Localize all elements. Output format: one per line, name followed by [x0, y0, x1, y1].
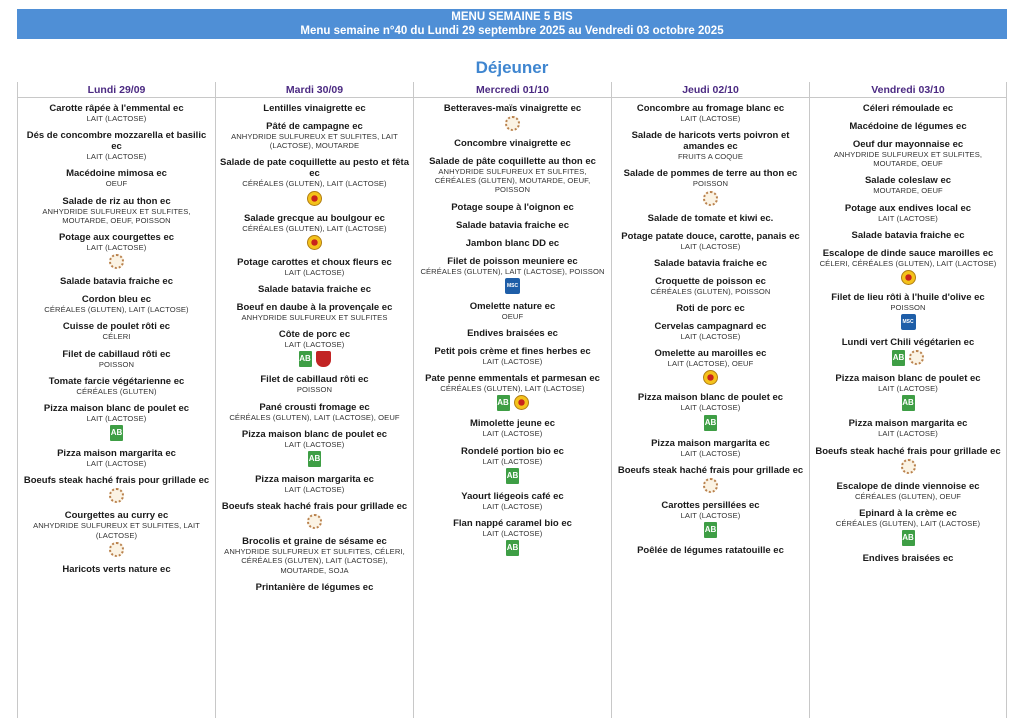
menu-item	[616, 465, 805, 493]
dish-name: Courgettes au curry ec	[64, 510, 169, 522]
dish-name: Macédoine mimosa ec	[66, 168, 167, 180]
allergen-list: LAIT (LACTOSE)	[680, 510, 741, 520]
ab-organic-icon: AB	[892, 350, 905, 366]
menu-grid	[17, 82, 1007, 718]
dish-name: Boeuf en daube à la provençale ec	[236, 302, 393, 314]
dish-name: Filet de lieu rôti à l'huile d'olive ec	[831, 292, 985, 304]
day-column	[611, 82, 809, 718]
day-heading: Mardi 30/09	[216, 82, 413, 98]
allergen-list: LAIT (LACTOSE)	[482, 501, 543, 511]
menu-item	[418, 103, 607, 131]
ab-organic-icon: AB	[902, 395, 915, 411]
allergen-list: LAIT (LACTOSE)	[878, 384, 938, 394]
day-heading: Lundi 29/09	[18, 82, 215, 98]
menu-item	[814, 292, 1002, 330]
dish-name: Roti de porc ec	[676, 303, 745, 315]
dish-name: Haricots verts nature ec	[62, 563, 171, 575]
dish-name: Filet de poisson meuniere ec	[447, 255, 578, 267]
menu-item	[22, 168, 211, 188]
dish-name: Salade batavia fraiche ec	[455, 219, 569, 231]
french-origin-icon	[514, 395, 529, 410]
dish-name: Pané crousti fromage ec	[259, 401, 370, 413]
dish-name: Concombre vinaigrette ec	[454, 138, 571, 149]
menu-item	[22, 196, 211, 225]
dish-name: Côte de porc ec	[278, 329, 351, 341]
label-logos	[814, 530, 1002, 546]
menu-item	[418, 346, 607, 366]
menu-item	[616, 213, 805, 224]
menu-item	[22, 403, 211, 441]
label-logos	[418, 278, 607, 294]
dish-name: Dés de concombre mozzarella et basilic ec	[26, 130, 207, 153]
menu-item	[220, 302, 409, 322]
menu-item	[22, 321, 211, 341]
dish-name: Escalope de dinde viennoise ec	[836, 480, 980, 492]
dish-name: Salade grecque au boulgour ec	[244, 212, 385, 224]
label-logos	[22, 425, 211, 441]
allergen-list: CÉLERI	[102, 332, 131, 342]
dish-name: Salade de riz au thon ec	[62, 195, 171, 207]
menu-item	[616, 500, 805, 538]
dish-name: Oeuf dur mayonnaise ec	[852, 139, 964, 150]
label-logos	[220, 514, 409, 529]
menu-item	[814, 553, 1002, 564]
allergen-list: LAIT (LACTOSE)	[86, 459, 147, 469]
dish-name: Salade de haricots verts poivron et amandes ec	[631, 130, 790, 153]
allergen-list: CÉRÉALES (GLUTEN), OEUF	[854, 491, 962, 501]
menu-item	[616, 303, 805, 314]
dish-name: Carotte râpée à l'emmental ec	[49, 103, 184, 114]
menu-item	[22, 448, 211, 468]
dish-name: Escalope de dinde sauce maroilles ec	[822, 247, 994, 259]
allergen-list: LAIT (LACTOSE)	[86, 152, 147, 162]
dish-name: Croquette de poisson ec	[655, 275, 766, 287]
label-logos	[616, 370, 805, 385]
menu-item	[220, 429, 409, 467]
allergen-list: LAIT (LACTOSE), OEUF	[667, 359, 754, 369]
label-logos	[814, 459, 1002, 474]
allergen-list: ANHYDRIDE SULFUREUX ET SULFITES, LAIT (LACTOSE), MOUTARDE	[231, 132, 398, 151]
menu-item	[220, 402, 409, 422]
seal-icon	[909, 350, 924, 365]
menu-item	[220, 257, 409, 277]
label-logos	[814, 314, 1002, 330]
allergen-list: CÉRÉALES (GLUTEN), LAIT (LACTOSE)	[440, 384, 585, 394]
dish-name: Potage soupe à l'oignon ec	[451, 201, 574, 213]
menu-item	[220, 157, 409, 205]
ab-organic-icon: AB	[308, 451, 321, 467]
dish-list	[414, 98, 611, 556]
allergen-list: CÉRÉALES (GLUTEN)	[76, 386, 157, 396]
allergen-list: CÉRÉALES (GLUTEN), LAIT (LACTOSE)	[242, 223, 387, 233]
allergen-list: CÉLERI, CÉRÉALES (GLUTEN), LAIT (LACTOSE)	[819, 258, 997, 268]
dish-name: Petit pois crème et fines herbes ec	[434, 346, 591, 358]
seal-icon	[307, 514, 322, 529]
dish-name: Cuisse de poulet rôti ec	[62, 321, 171, 333]
menu-item	[418, 256, 607, 294]
menu-item	[22, 349, 211, 369]
label-logos	[22, 542, 211, 557]
label-logos	[22, 488, 211, 503]
dish-name: Omelette au maroilles ec	[654, 348, 767, 360]
allergen-list: LAIT (LACTOSE)	[878, 213, 938, 223]
seal-icon	[109, 542, 124, 557]
dish-name: Flan nappé caramel bio ec	[453, 518, 572, 530]
french-origin-icon	[901, 270, 916, 285]
seal-icon	[109, 254, 124, 269]
menu-item	[814, 203, 1002, 223]
dish-name: Potage aux endives local ec	[844, 202, 972, 214]
allergen-list: FRUITS A COQUE	[677, 152, 744, 162]
dish-name: Pizza maison blanc de poulet ec	[241, 428, 388, 440]
dish-name: Macédoine de légumes ec	[849, 121, 967, 132]
ab-organic-icon: AB	[110, 425, 123, 441]
menu-item	[616, 321, 805, 341]
menu-item	[616, 438, 805, 458]
dish-name: Pizza maison margarita ec	[848, 418, 968, 430]
allergen-list: ANHYDRIDE SULFUREUX ET SULFITES, MOUTARDE, OEUF, POISSON	[42, 206, 191, 225]
allergen-list: LAIT (LACTOSE)	[284, 485, 345, 495]
menu-item	[814, 103, 1002, 114]
dish-name: Filet de cabillaud rôti ec	[260, 374, 369, 386]
dish-name: Pizza maison margarita ec	[651, 437, 770, 449]
allergen-list: LAIT (LACTOSE)	[680, 448, 741, 458]
french-origin-icon	[307, 235, 322, 250]
dish-name: Jambon blanc DD ec	[465, 237, 560, 249]
dish-name: Salade coleslaw ec	[864, 175, 952, 187]
allergen-list: ANHYDRIDE SULFUREUX ET SULFITES, CÉRÉALES (GLUTEN), MOUTARDE, OEUF, POISSON	[434, 167, 591, 195]
label-logos	[616, 478, 805, 493]
menu-item	[814, 373, 1002, 411]
dish-name: Filet de cabillaud rôti ec	[62, 348, 171, 360]
dish-name: Salade batavia fraiche ec	[851, 229, 965, 241]
dish-name: Printanière de légumes ec	[255, 581, 374, 593]
dish-list	[810, 98, 1006, 564]
allergen-list: OEUF	[501, 311, 524, 321]
allergen-list: ANHYDRIDE SULFUREUX ET SULFITES, LAIT (LACTOSE)	[33, 521, 200, 540]
label-logos	[418, 395, 607, 411]
menu-item	[616, 168, 805, 205]
allergen-list: LAIT (LACTOSE)	[482, 357, 543, 367]
menu-item	[220, 284, 409, 295]
dish-name: Potage patate douce, carotte, panais ec	[621, 230, 800, 242]
allergen-list: MOUTARDE, OEUF	[873, 186, 943, 196]
dish-name: Pizza maison margarita ec	[57, 448, 176, 460]
allergen-list: CÉRÉALES (GLUTEN), POISSON	[650, 286, 771, 296]
menu-item	[220, 536, 409, 575]
dish-name: Boeufs steak haché frais pour grillade ec	[221, 501, 408, 513]
dish-name: Betteraves-maïs vinaigrette ec	[443, 103, 582, 114]
dish-name: Brocolis et graine de sésame ec	[242, 536, 387, 548]
allergen-list: LAIT (LACTOSE)	[482, 429, 543, 439]
menu-item	[418, 518, 607, 556]
dish-name: Salade batavia fraiche ec	[653, 257, 767, 269]
menu-item	[418, 238, 607, 249]
allergen-list: ANHYDRIDE SULFUREUX ET SULFITES	[241, 313, 388, 323]
day-heading: Jeudi 02/10	[612, 82, 809, 98]
msc-icon: MSC	[901, 314, 916, 330]
dish-name: Mimolette jeune ec	[470, 418, 555, 430]
menu-item	[220, 103, 409, 114]
menu-item	[616, 130, 805, 161]
dish-name: Endives braisées ec	[467, 328, 558, 340]
seal-icon	[703, 478, 718, 493]
allergen-list: CÉRÉALES (GLUTEN), LAIT (LACTOSE)	[835, 518, 981, 528]
label-logos	[616, 415, 805, 431]
section-title: Déjeuner	[475, 58, 549, 77]
allergen-list: LAIT (LACTOSE)	[284, 439, 345, 449]
menu-item	[22, 564, 211, 575]
label-logos	[220, 235, 409, 250]
label-logos	[814, 270, 1002, 285]
allergen-list: LAIT (LACTOSE)	[482, 529, 543, 539]
menu-item	[616, 392, 805, 430]
dish-list	[216, 98, 413, 593]
menu-item	[22, 232, 211, 269]
menu-item	[22, 376, 211, 396]
dish-name: Pizza maison blanc de poulet ec	[835, 373, 981, 385]
dish-name: Boeufs steak haché frais pour grillade ec	[23, 475, 210, 487]
allergen-list: LAIT (LACTOSE)	[680, 114, 741, 123]
allergen-list: CÉRÉALES (GLUTEN), LAIT (LACTOSE)	[44, 305, 189, 315]
label-logos	[418, 540, 607, 556]
menu-item	[220, 474, 409, 494]
dish-name: Lentilles vinaigrette ec	[263, 103, 366, 114]
allergen-list: POISSON	[296, 385, 333, 395]
dish-name: Céleri rémoulade ec	[862, 103, 954, 114]
label-logos	[814, 395, 1002, 411]
menu-subtitle: Menu semaine n°40 du Lundi 29 septembre 2025 au Vendredi 03 octobre 2025	[300, 25, 724, 37]
menu-item	[616, 103, 805, 123]
menu-item	[22, 130, 211, 161]
menu-item	[418, 373, 607, 411]
dish-name: Cordon bleu ec	[81, 294, 152, 306]
seal-icon	[109, 488, 124, 503]
menu-item	[814, 446, 1002, 474]
menu-item	[220, 501, 409, 529]
label-rouge-icon	[316, 351, 331, 367]
dish-name: Lundi vert Chili végétarien ec	[841, 337, 975, 349]
dish-name: Endives braisées ec	[862, 553, 954, 565]
menu-item	[814, 337, 1002, 366]
menu-item	[814, 248, 1002, 285]
menu-item	[418, 138, 607, 149]
menu-item	[814, 175, 1002, 195]
dish-name: Concombre au fromage blanc ec	[636, 103, 785, 114]
allergen-list: LAIT (LACTOSE)	[86, 243, 147, 253]
dish-name: Cervelas campagnard ec	[654, 321, 767, 333]
label-logos	[418, 468, 607, 484]
label-logos	[220, 351, 409, 367]
menu-item	[814, 121, 1002, 132]
menu-item	[616, 231, 805, 251]
allergen-list: LAIT (LACTOSE)	[86, 114, 147, 123]
dish-name: Boeufs steak haché frais pour grillade ec	[815, 445, 1001, 457]
dish-name: Pate penne emmentals et parmesan ec	[425, 373, 600, 385]
dish-name: Pizza maison blanc de poulet ec	[43, 403, 190, 415]
menu-item	[418, 418, 607, 438]
label-logos	[22, 254, 211, 269]
menu-item	[418, 202, 607, 213]
menu-item	[220, 121, 409, 150]
menu-item	[418, 220, 607, 231]
dish-name: Carottes persillées ec	[661, 499, 760, 511]
dish-name: Salade batavia fraiche ec	[257, 284, 371, 296]
menu-item	[418, 328, 607, 339]
label-logos	[616, 522, 805, 538]
dish-name: Salade de pâte coquillette au thon ec	[429, 156, 596, 167]
menu-item	[418, 491, 607, 511]
ab-organic-icon: AB	[299, 351, 312, 367]
dish-name: Tomate farcie végétarienne ec	[48, 375, 185, 387]
dish-name: Potage carottes et choux fleurs ec	[237, 256, 392, 268]
allergen-list: CÉRÉALES (GLUTEN), LAIT (LACTOSE)	[242, 179, 387, 189]
menu-item	[22, 510, 211, 556]
menu-item	[814, 481, 1002, 501]
day-column	[17, 82, 215, 718]
dish-name: Salade de tomate et kiwi ec.	[647, 212, 774, 224]
ab-organic-icon: AB	[506, 468, 519, 484]
dish-list	[18, 98, 215, 575]
allergen-list: POISSON	[890, 303, 926, 313]
allergen-list: LAIT (LACTOSE)	[680, 403, 741, 413]
dish-name: Salade batavia fraiche ec	[59, 276, 173, 288]
allergen-list: POISSON	[98, 359, 135, 369]
label-logos	[814, 350, 1002, 366]
allergen-list: CÉRÉALES (GLUTEN), LAIT (LACTOSE), POISSON	[420, 266, 605, 276]
dish-name: Pizza maison margarita ec	[255, 474, 374, 486]
dish-name: Pâté de campagne ec	[266, 121, 363, 132]
ab-organic-icon: AB	[704, 415, 717, 431]
menu-item	[616, 545, 805, 556]
allergen-list: CÉRÉALES (GLUTEN), LAIT (LACTOSE), OEUF	[229, 412, 400, 422]
menu-item	[814, 508, 1002, 546]
allergen-list: OEUF	[105, 179, 128, 189]
allergen-list: LAIT (LACTOSE)	[680, 241, 741, 251]
allergen-list: LAIT (LACTOSE)	[878, 429, 938, 439]
menu-item	[814, 230, 1002, 241]
allergen-list: LAIT (LACTOSE)	[86, 414, 147, 424]
french-origin-icon	[307, 191, 322, 206]
menu-item	[814, 418, 1002, 438]
ab-organic-icon: AB	[902, 530, 915, 546]
menu-item	[616, 258, 805, 269]
seal-icon	[505, 116, 520, 131]
menu-item	[22, 475, 211, 503]
allergen-list: ANHYDRIDE SULFUREUX ET SULFITES, CÉLERI, CÉRÉALES (GLUTEN), LAIT (LACTOSE), MOUTARDE, SOJA	[224, 547, 405, 575]
dish-name: Poêlée de légumes ratatouille ec	[637, 545, 784, 557]
menu-item	[616, 276, 805, 296]
french-origin-icon	[703, 370, 718, 385]
menu-item	[22, 294, 211, 314]
menu-item	[418, 446, 607, 484]
allergen-list: LAIT (LACTOSE)	[482, 456, 543, 466]
dish-name: Rondelé portion bio ec	[461, 445, 564, 457]
day-column	[413, 82, 611, 718]
label-logos	[616, 191, 805, 206]
menu-item	[22, 276, 211, 287]
menu-item	[814, 139, 1002, 168]
dish-name: Boeufs steak haché frais pour grillade ec	[617, 464, 804, 476]
dish-name: Omelette nature ec	[469, 300, 556, 312]
allergen-list: LAIT (LACTOSE)	[284, 267, 345, 277]
dish-list	[612, 98, 809, 556]
ab-organic-icon: AB	[704, 522, 717, 538]
dish-name: Potage aux courgettes ec	[58, 232, 175, 244]
dish-name: Salade de pate coquillette au pesto et fêta ec	[220, 157, 409, 180]
menu-item	[418, 301, 607, 321]
menu-item	[220, 374, 409, 394]
menu-item	[418, 156, 607, 195]
ab-organic-icon: AB	[497, 395, 510, 411]
menu-item	[220, 329, 409, 367]
label-logos	[220, 451, 409, 467]
allergen-list: ANHYDRIDE SULFUREUX ET SULFITES, MOUTARDE, OEUF	[833, 150, 983, 169]
msc-icon: MSC	[505, 278, 520, 294]
dish-name: Salade de pommes de terre au thon ec	[623, 168, 798, 180]
seal-icon	[901, 459, 916, 474]
allergen-list: POISSON	[692, 179, 729, 189]
ab-organic-icon: AB	[506, 540, 519, 556]
menu-item	[22, 103, 211, 123]
header-banner	[17, 9, 1007, 39]
menu-item	[220, 582, 409, 593]
day-column	[215, 82, 413, 718]
seal-icon	[703, 191, 718, 206]
dish-name: Yaourt liégeois café ec	[461, 490, 564, 502]
allergen-list: LAIT (LACTOSE)	[284, 340, 345, 350]
day-heading: Mercredi 01/10	[414, 82, 611, 98]
dish-name: Pizza maison blanc de poulet ec	[637, 392, 784, 404]
menu-item	[616, 348, 805, 385]
label-logos	[220, 191, 409, 206]
label-logos	[418, 116, 607, 131]
dish-name: Epinard à la crème ec	[859, 507, 957, 519]
day-column	[809, 82, 1007, 718]
menu-title: MENU SEMAINE 5 BIS	[451, 11, 573, 23]
allergen-list: LAIT (LACTOSE)	[680, 332, 741, 342]
day-heading: Vendredi 03/10	[810, 82, 1006, 98]
menu-item	[220, 213, 409, 250]
